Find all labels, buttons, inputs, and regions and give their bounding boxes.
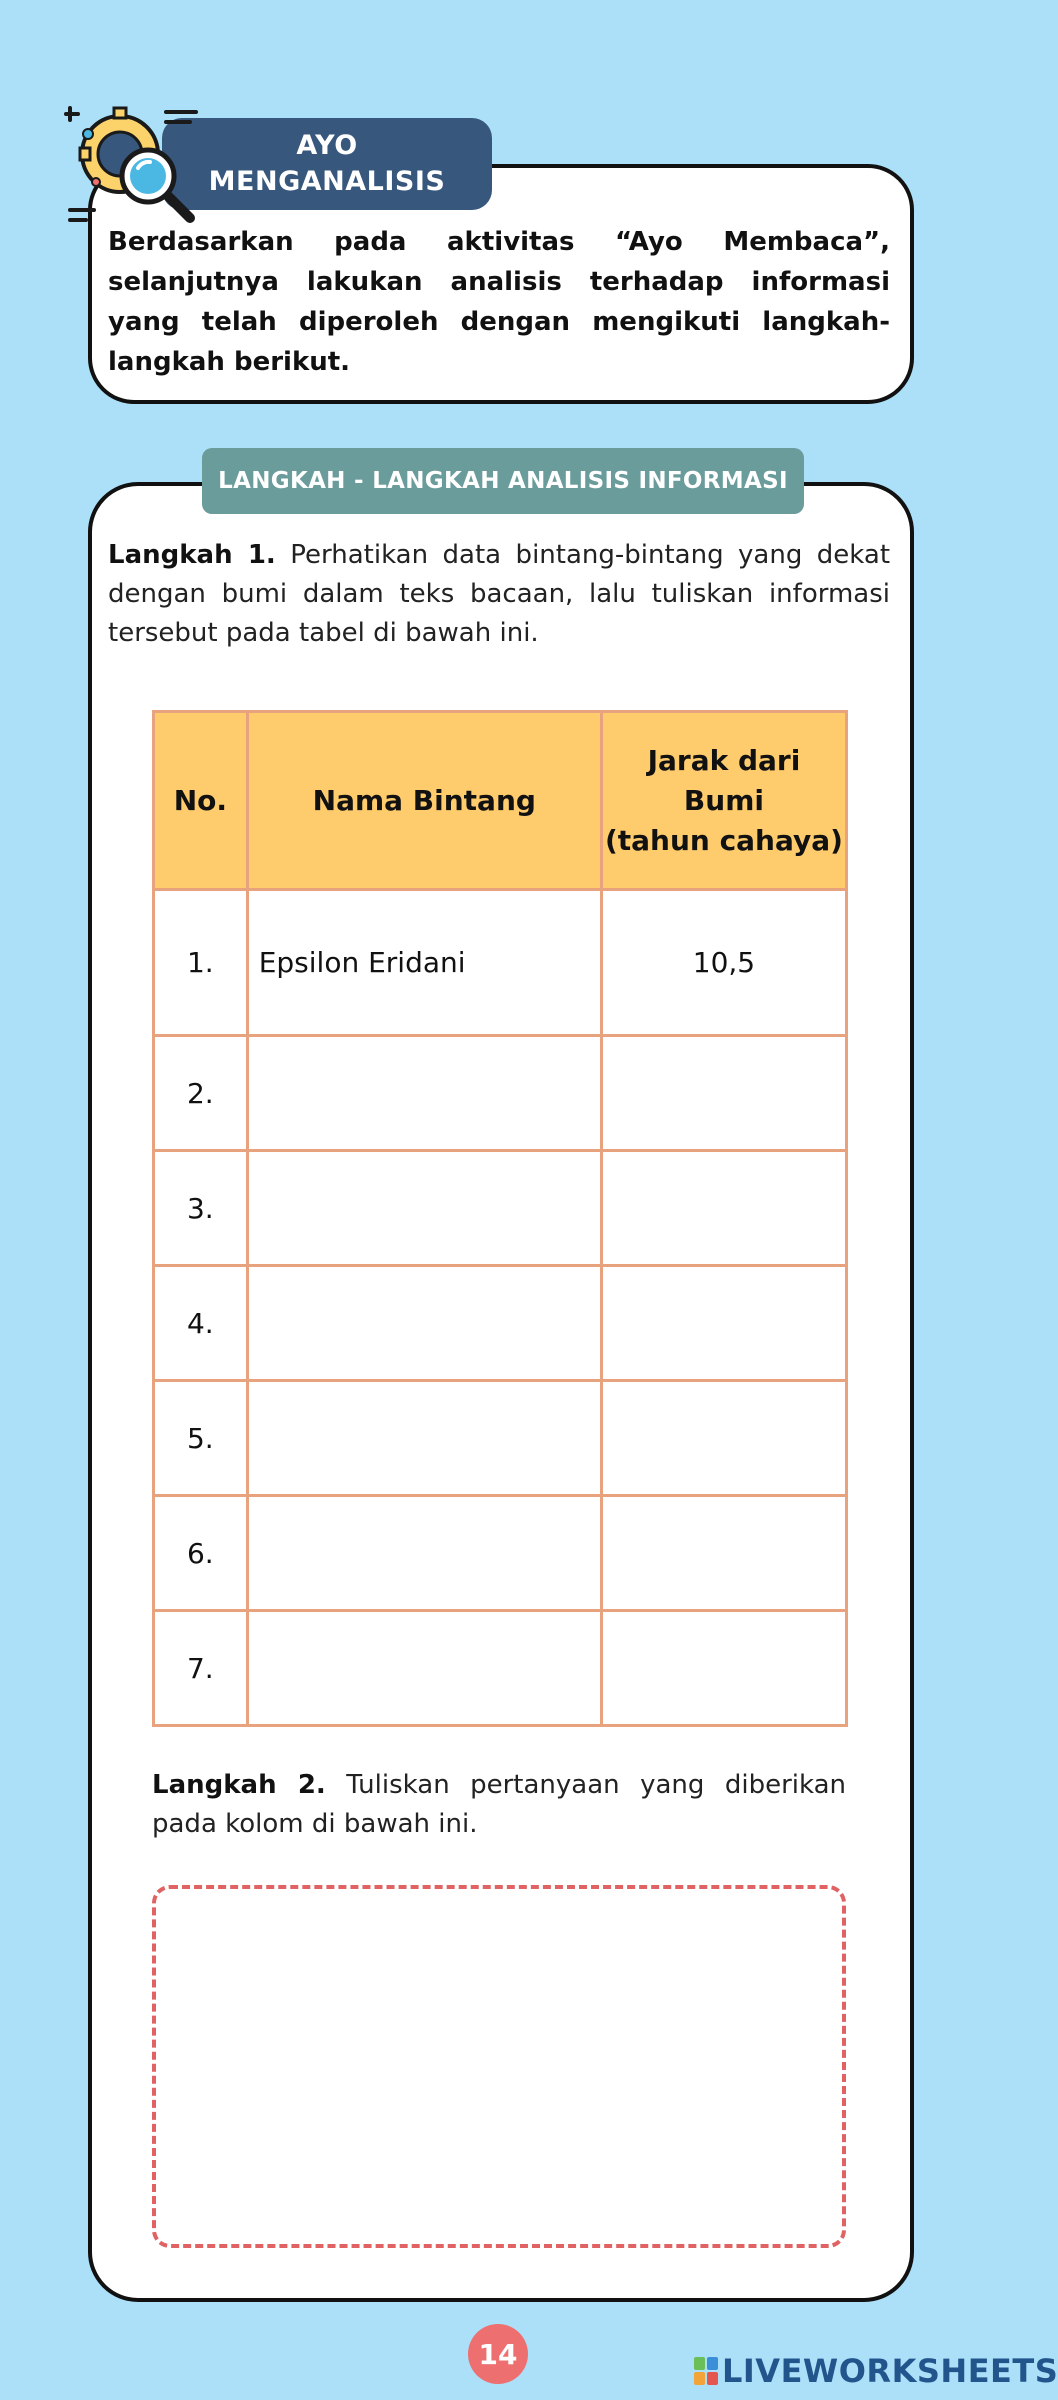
header-distance-line2: Bumi xyxy=(683,783,764,817)
liveworksheets-brand[interactable] xyxy=(694,2352,1058,2390)
row-number: 2. xyxy=(154,1036,248,1151)
table-row xyxy=(154,1381,847,1496)
header-no: No. xyxy=(154,712,248,890)
header-star-name: Nama Bintang xyxy=(247,712,601,890)
liveworksheets-logo-icon xyxy=(694,2357,718,2385)
header-distance-line1: Jarak dari xyxy=(647,743,801,777)
table-row xyxy=(154,890,847,1036)
table-row xyxy=(154,1266,847,1381)
step1-instruction: Perhatikan data bintang-bintang yang dekat dengan bumi dalam teks bacaan, lalu tuliskan informasi tersebut pada tabel di bawah ini. xyxy=(108,540,891,648)
row-number: 1. xyxy=(154,890,248,1036)
star-name-cell[interactable] xyxy=(247,1611,601,1726)
step2-title: Langkah 2. xyxy=(152,1770,326,1800)
brand-text: LIVEWORKSHEETS xyxy=(722,2352,1058,2390)
distance-cell[interactable] xyxy=(601,1036,846,1151)
ayo-menganalisis-banner xyxy=(162,118,492,210)
step2-text-block xyxy=(152,1766,846,1844)
row-number: 7. xyxy=(154,1611,248,1726)
row-number: 6. xyxy=(154,1496,248,1611)
analysis-intro-text: Berdasarkan pada aktivitas “Ayo Membaca”, selanjutnya lakukan analisis terhadap informasi yang telah diperoleh dengan mengikuti langkah-langkah berikut. xyxy=(108,227,890,377)
header-distance-line3: (tahun cahaya) xyxy=(604,823,843,857)
star-name-cell[interactable] xyxy=(247,1036,601,1151)
distance-cell: 10,5 xyxy=(601,890,846,1036)
star-name-cell[interactable] xyxy=(247,1266,601,1381)
star-name-cell: Epsilon Eridani xyxy=(247,890,601,1036)
page-number-badge: 14 xyxy=(468,2324,528,2384)
star-name-cell[interactable] xyxy=(247,1381,601,1496)
steps-banner: LANGKAH - LANGKAH ANALISIS INFORMASI xyxy=(202,448,804,514)
table-row xyxy=(154,1151,847,1266)
header-distance xyxy=(601,712,846,890)
step1-title: Langkah 1. xyxy=(108,540,276,570)
distance-cell[interactable] xyxy=(601,1266,846,1381)
banner-title-line2: MENGANALISIS xyxy=(208,166,446,197)
step1-text-block xyxy=(108,536,890,653)
star-name-cell[interactable] xyxy=(247,1151,601,1266)
distance-cell[interactable] xyxy=(601,1381,846,1496)
magnifier-gear-icon xyxy=(66,98,206,230)
step2-instruction: Tuliskan pertanyaan yang diberikan pada kolom di bawah ini. xyxy=(152,1770,846,1839)
question-answer-field[interactable] xyxy=(152,1885,846,2248)
banner-title-line1: AYO xyxy=(296,130,358,161)
distance-cell[interactable] xyxy=(601,1611,846,1726)
row-number: 5. xyxy=(154,1381,248,1496)
table-row xyxy=(154,1611,847,1726)
star-name-cell[interactable] xyxy=(247,1496,601,1611)
row-number: 3. xyxy=(154,1151,248,1266)
table-row xyxy=(154,1496,847,1611)
distance-cell[interactable] xyxy=(601,1496,846,1611)
table-header-row xyxy=(154,712,847,890)
distance-cell[interactable] xyxy=(601,1151,846,1266)
star-distance-table xyxy=(152,710,848,1727)
table-row xyxy=(154,1036,847,1151)
row-number: 4. xyxy=(154,1266,248,1381)
